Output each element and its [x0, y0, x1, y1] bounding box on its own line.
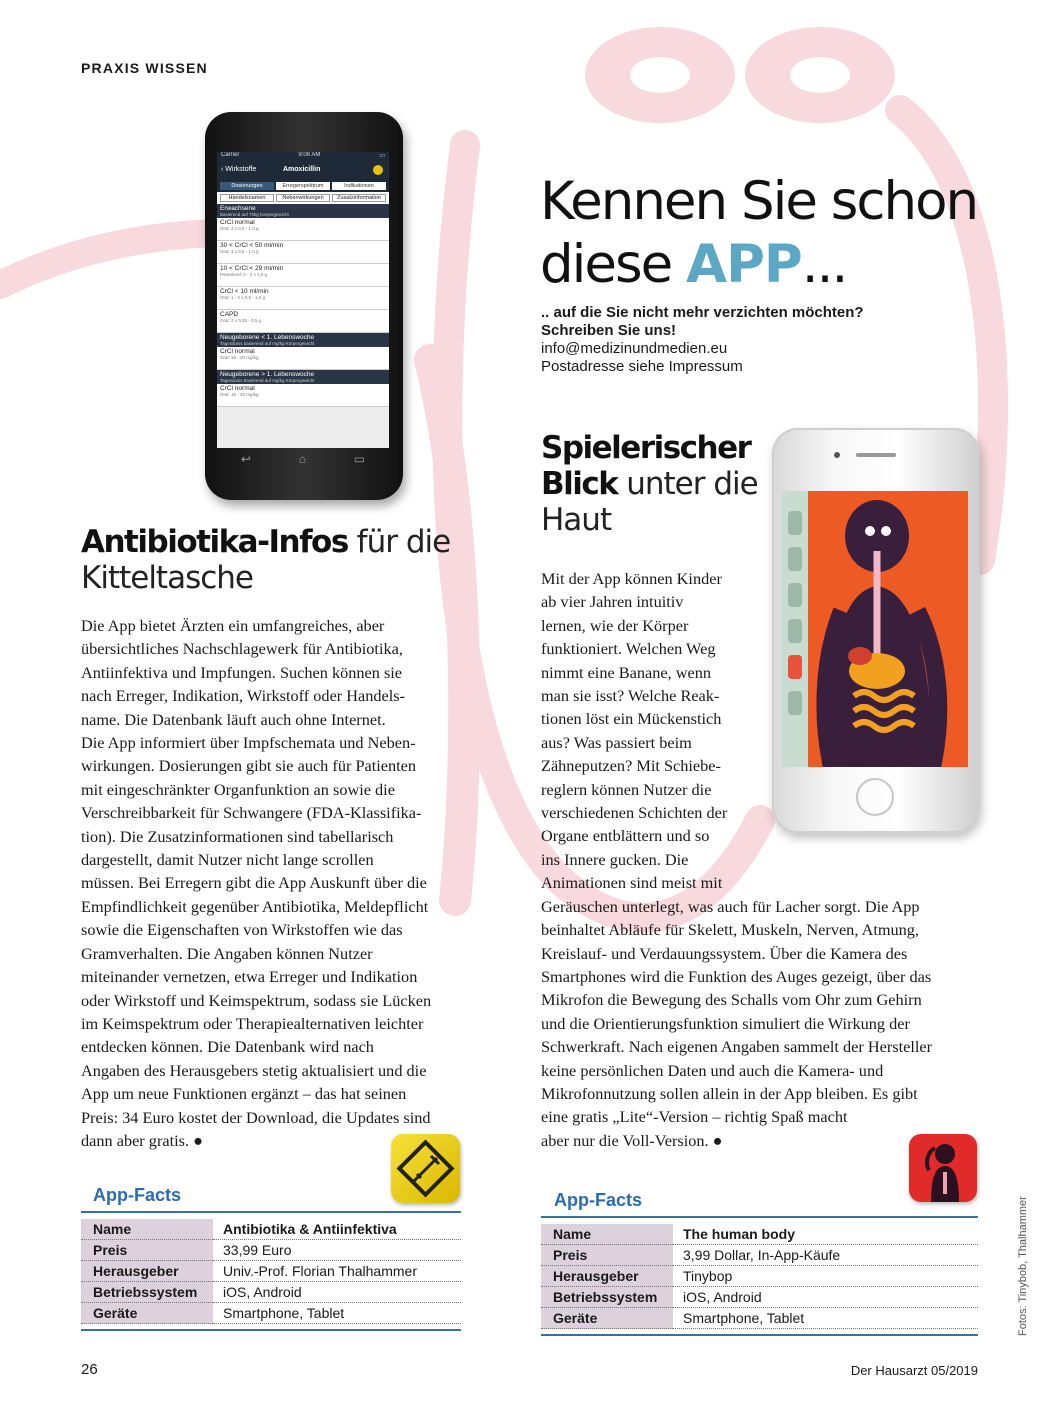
facts-row: [81, 1282, 461, 1303]
lead-cta: Schreiben Sie uns!: [541, 322, 677, 339]
tab-nebenwirkungen[interactable]: Nebenwirkungen: [276, 194, 330, 202]
body-line: Antiinfektiva und Impfungen. Suchen können sie: [81, 662, 403, 682]
body-line: lernen, wie der Körper: [541, 615, 689, 635]
body-line: verschiedenen Schichten der: [541, 803, 728, 823]
body-line: Empfindlichkeit gegenüber Antibiotika, Meldepflicht: [81, 896, 429, 916]
headline-line2-prefix: diese: [540, 234, 687, 295]
body-line: Die App bietet Ärzten ein umfangreiches, aber: [81, 616, 385, 635]
body-line: mit eingeschränkter Organfunktion an sowie die: [81, 779, 395, 799]
headline-ellipsis: ...: [801, 234, 847, 295]
tab-row-2: [217, 192, 389, 204]
body-line: oder Wirkstoff und Keimspektrum, sodass sie Lücken: [81, 990, 432, 1010]
left-facts-bottom-rule: [81, 1329, 461, 1331]
facts-row: [541, 1287, 978, 1308]
body-line: Mikrofon die Bewegung des Schalls vom Ohr zum Gehirn: [541, 990, 922, 1010]
body-line: eine gratis „Lite“-Version – richtig Spaß macht: [541, 1107, 848, 1127]
left-facts-table: [81, 1219, 461, 1324]
body-line: Geräuschen unterlegt, was auch für Lacher sorgt. Die App: [541, 896, 920, 916]
dosage-row-title: CAPD: [220, 311, 239, 318]
facts-key: Betriebssystem: [541, 1287, 673, 1308]
facts-key: Betriebssystem: [81, 1282, 213, 1303]
body-line: Mit der App können Kinder: [541, 569, 722, 588]
tab-indikationen[interactable]: Indikationen: [332, 182, 386, 190]
dosage-row[interactable]: [217, 347, 389, 370]
body-line: Preis: 34 Euro kostet der Download, die Updates sind: [81, 1107, 431, 1127]
section-subtitle: Tagesdosis basierend auf mg/kg Körpergewicht: [220, 341, 315, 346]
body-line: nimmt eine Banane, wenn: [541, 662, 711, 682]
section-title: Erwachsene: [220, 205, 256, 212]
left-title-line1: [81, 524, 450, 560]
back-button[interactable]: [221, 166, 256, 173]
facts-row: [541, 1245, 978, 1266]
facts-row: [541, 1308, 978, 1329]
right-facts-title: App-Facts: [554, 1190, 643, 1210]
facts-key: Preis: [541, 1245, 673, 1266]
body-line: Verschreibbarkeit für Schwangere (FDA-Klassifika-: [81, 803, 422, 823]
body-line: Gramverhalten. Die Angaben können Nutzer: [81, 943, 373, 963]
facts-row: [81, 1219, 461, 1240]
left-title-line2: Kitteltasche: [81, 560, 254, 596]
dosage-row[interactable]: [217, 241, 389, 264]
back-key-icon[interactable]: ↩: [240, 451, 251, 466]
body-line: Zähneputzen? Mit Schiebe-: [541, 756, 721, 776]
camera-icon: [834, 452, 840, 458]
dosage-row-detail: Oral: 15 - 20 mg/kg: [220, 392, 259, 397]
lead-block: [541, 304, 864, 376]
facts-value: iOS, Android: [673, 1287, 978, 1308]
dosage-list-newborn-2: [217, 384, 389, 407]
facts-key: Name: [541, 1224, 673, 1245]
back-label: Wirkstoffe: [225, 166, 257, 173]
body-line: ab vier Jahren intuitiv: [541, 592, 684, 612]
facts-row: [541, 1266, 978, 1287]
body-line: Kreislauf- und Verdauungssystem. Über die Kamera des: [541, 943, 908, 963]
body-line: tionen löst ein Mückenstich: [541, 709, 722, 729]
body-line: keine persönlichen Daten und auch die Kamera- und: [541, 1060, 884, 1080]
facts-value: Smartphone, Tablet: [213, 1303, 461, 1324]
body-line: App um neue Funktionen ergänzt – das hat seinen: [81, 1084, 407, 1104]
body-line: Angaben des Herausgebers stetig aktualisiert und die: [81, 1060, 427, 1080]
left-article-body: [81, 614, 481, 1152]
android-nav-keys: [217, 448, 389, 470]
body-line: beinhaltet Abläufe für Skelett, Muskeln, Nerven, Atmung,: [541, 920, 920, 940]
body-line: Smartphones wird die Funktion des Auges gezeigt, über das: [541, 966, 932, 986]
favorite-icon[interactable]: [373, 165, 383, 175]
dosage-row-title: CrCl normal: [220, 219, 255, 226]
facts-value: The human body: [673, 1224, 978, 1245]
body-line: ins Innere gucken. Die: [541, 849, 689, 869]
left-article-title: [81, 524, 450, 596]
body-line: funktioniert. Welchen Weg: [541, 639, 716, 659]
facts-key: Geräte: [81, 1303, 213, 1324]
headline-line1: Kennen Sie schon: [540, 171, 978, 232]
body-line: wirkungen. Dosierungen gibt sie auch für Patienten: [81, 756, 417, 776]
right-title-line1: [541, 430, 758, 466]
dosage-row[interactable]: [217, 310, 389, 333]
dosage-row[interactable]: [217, 384, 389, 407]
home-key-icon[interactable]: ⌂: [298, 451, 306, 466]
right-title-rest: unter die: [617, 466, 758, 502]
tab-row-1: [217, 180, 389, 192]
right-title-bold1: Spielerischer: [541, 430, 751, 466]
body-line: aus? Was passiert beim: [541, 732, 692, 752]
body-line: reglern können Nutzer die: [541, 779, 712, 799]
battery-icon: ▭: [379, 153, 385, 159]
page-number: 26: [81, 1361, 98, 1378]
chevron-left-icon: ‹: [221, 166, 226, 173]
body-line: entdecken können. Die Datenbank wird nach: [81, 1037, 374, 1057]
body-line: tion). Die Zusatzinformationen sind tabellarisch: [81, 826, 394, 846]
body-line: name. Die Datenbank läuft auch ohne Internet.: [81, 709, 386, 729]
body-line: und die Orientierungsfunktion simuliert die Wirkung der: [541, 1013, 910, 1033]
right-title-bold2: Blick: [541, 466, 618, 502]
facts-key: Preis: [81, 1240, 213, 1261]
facts-row: [81, 1240, 461, 1261]
body-line: Animationen sind meist mit: [541, 873, 723, 893]
body-line: Schwerkraft. Nach eigenen Angaben sammelt der Hersteller: [541, 1037, 933, 1057]
section-title: Neugeborene < 1. Lebenswoche: [220, 334, 315, 341]
page-headline: [540, 170, 977, 296]
tab-handelsnamen[interactable]: Handelsnamen: [220, 194, 274, 202]
body-line: Mikrofonnutzung sollen allein in der App bleiben. Es gibt: [541, 1083, 918, 1103]
antibiotika-app-icon: [391, 1134, 460, 1203]
left-facts-top-rule: [81, 1211, 461, 1213]
section-label: PRAXIS WISSEN: [81, 60, 208, 76]
lead-question: .. auf die Sie nicht mehr verzichten möchten?: [541, 304, 864, 321]
body-line: miteinander vernetzen, etwa Erreger und Indikation: [81, 967, 418, 987]
headline-app-word: APP: [686, 234, 802, 295]
facts-value: iOS, Android: [213, 1282, 461, 1303]
dosage-row-title: CrCl normal: [220, 348, 255, 355]
section-title: Neugeborene > 1. Lebenswoche: [220, 371, 315, 378]
dosage-row[interactable]: [217, 287, 389, 310]
right-article-title: [541, 430, 758, 538]
dosage-row-detail: Oral: 1 - 2 x 0,5 - 1,0 g: [220, 295, 266, 300]
right-facts-top-rule: [541, 1216, 978, 1218]
tab-erregerspektrum[interactable]: Erregerspektrum: [276, 182, 330, 190]
section-header-newborn-1: [217, 333, 389, 347]
body-line: Die App informiert über Impfschemata und Neben-: [81, 733, 416, 753]
contact-email-link[interactable]: info@medizinundmedien.eu: [541, 340, 728, 357]
body-line: dann aber gratis. ●: [81, 1130, 203, 1150]
body-line: sowie die Eigenschaften von Wirkstoffen wie das: [81, 920, 403, 940]
right-facts-table: [541, 1224, 978, 1329]
section-header-newborn-2: [217, 370, 389, 384]
body-line: im Keimspektrum oder Therapiealternativen leichter: [81, 1013, 424, 1033]
speaker-grille: [856, 453, 896, 457]
facts-row: [81, 1261, 461, 1282]
dosage-row-title: CrCl normal: [220, 385, 255, 392]
dosage-row[interactable]: [217, 218, 389, 241]
recents-key-icon[interactable]: ▭: [353, 451, 366, 466]
postal-note: Postadresse siehe Impressum: [541, 358, 743, 375]
section-subtitle: Tagesdosis basierend auf mg/kg Körpergewicht: [220, 378, 315, 383]
right-title-line2: [541, 466, 758, 502]
body-line: aber nur die Voll-Version. ●: [541, 1130, 723, 1150]
dosage-row-detail: Oral: 2 x 0,25 - 0,5 g: [220, 318, 262, 323]
tab-dosierungen[interactable]: Dosierungen: [220, 182, 274, 190]
android-phone-image: [205, 112, 403, 500]
human-body-app-icon: [909, 1134, 977, 1202]
facts-key: Geräte: [541, 1308, 673, 1329]
facts-row: [541, 1224, 978, 1245]
facts-value: Tinybop: [673, 1266, 978, 1287]
status-time: 9:08 AM: [298, 152, 321, 158]
left-facts-title: App-Facts: [93, 1185, 182, 1205]
warning-syringe-icon: [391, 1134, 460, 1203]
facts-value: 3,99 Dollar, In-App-Käufe: [673, 1245, 978, 1266]
dosage-list-newborn-1: [217, 347, 389, 370]
facts-row: [81, 1303, 461, 1324]
body-line: Organe entblättern und so: [541, 826, 710, 846]
left-title-bold: Antibiotika-Infos: [81, 524, 348, 560]
dosage-row-title: CrCl < 10 ml/min: [220, 288, 269, 295]
facts-key: Herausgeber: [541, 1266, 673, 1287]
headline-line2: [540, 233, 977, 296]
status-bar: [217, 152, 389, 162]
facts-value: Univ.-Prof. Florian Thalhammer: [213, 1261, 461, 1282]
dosage-row-detail: Oral: 3 x 0,5 - 1,0 g: [220, 249, 259, 254]
dosage-list-adults: [217, 218, 389, 333]
photo-credit: Fotos: Tinybob, Thalhammer: [1017, 1196, 1029, 1336]
magazine-issue: Der Hausarzt 05/2019: [850, 1363, 978, 1378]
right-article-body: [541, 567, 971, 1152]
body-line: übersichtliches Nachschlagewerk für Antibiotika,: [81, 639, 403, 659]
body-line: nach Erreger, Indikation, Wirkstoff oder Handels-: [81, 686, 406, 706]
child-figure-icon: [909, 1134, 977, 1202]
phone-screen: [217, 152, 389, 448]
carrier-label: Carrier: [221, 152, 240, 158]
dosage-row-detail: Oral: 3 x 0,5 - 1,0 g: [220, 226, 259, 231]
body-line: man sie isst? Welche Reak-: [541, 686, 720, 706]
section-header-adults: [217, 204, 389, 218]
dosage-row[interactable]: [217, 264, 389, 287]
section-subtitle: Basierend auf 70kg Körpergewicht: [220, 212, 289, 217]
dosage-row-title: 30 < CrCl < 50 ml/min: [220, 242, 284, 249]
tab-zusatzinformation[interactable]: Zusatzinformation: [332, 194, 386, 202]
facts-value: 33,99 Euro: [213, 1240, 461, 1261]
facts-value: Smartphone, Tablet: [673, 1308, 978, 1329]
dosage-row-detail: Oral: 15 - 20 mg/kg: [220, 355, 259, 360]
left-title-rest: für die: [347, 524, 451, 560]
dosage-row-detail: Parenteral: 2 - 3 x 1,0 g: [220, 272, 268, 277]
nav-title: Amoxicillin: [283, 166, 321, 173]
nav-bar: [217, 162, 389, 180]
body-line: dargestellt, damit Nutzer nicht lange scrollen: [81, 850, 374, 870]
body-line: müssen. Bei Erregern gibt die App Auskunft über die: [81, 873, 427, 893]
facts-key: Name: [81, 1219, 213, 1240]
right-facts-bottom-rule: [541, 1334, 978, 1336]
right-title-line3: Haut: [541, 502, 612, 538]
facts-value: Antibiotika & Antiinfektiva: [213, 1219, 461, 1240]
dosage-row-title: 10 < CrCl < 29 ml/min: [220, 265, 284, 272]
facts-key: Herausgeber: [81, 1261, 213, 1282]
